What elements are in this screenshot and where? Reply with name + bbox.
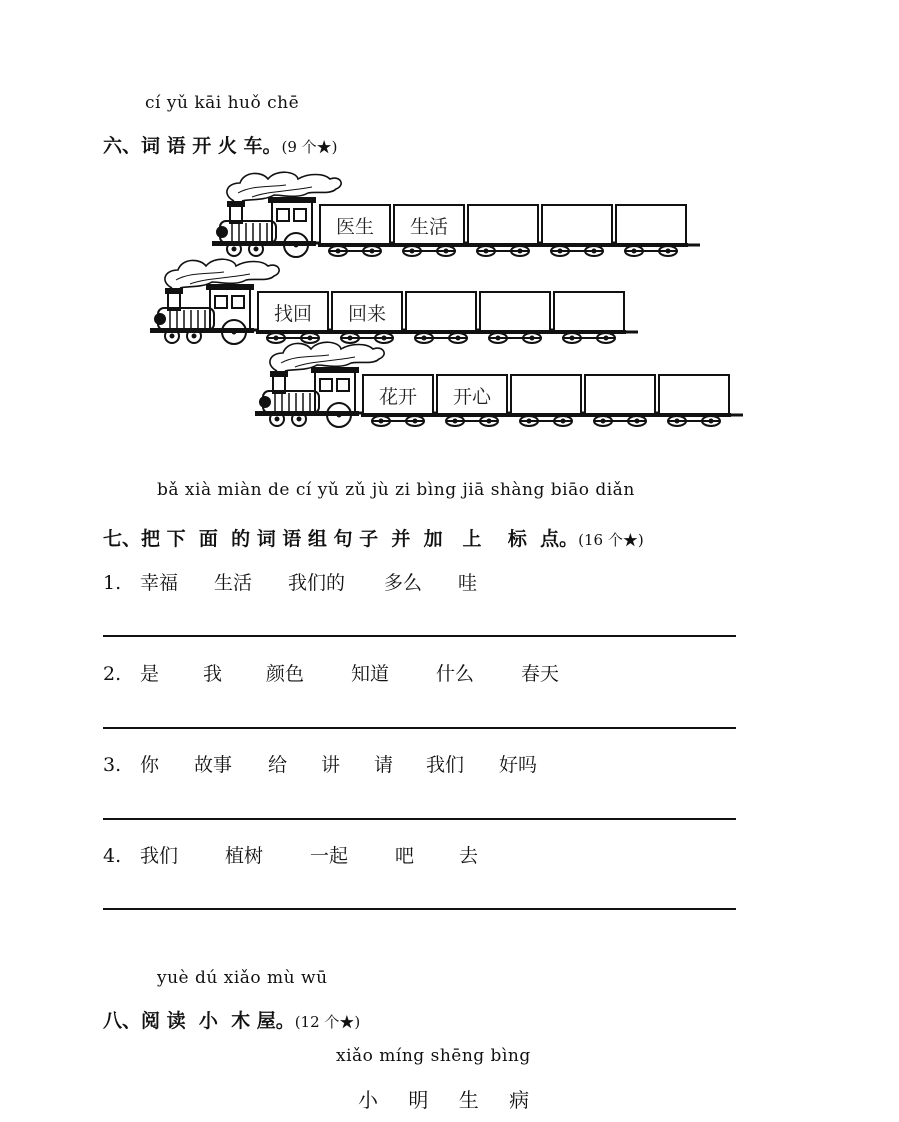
section6-heading (103, 131, 338, 158)
smoke-cloud (270, 342, 384, 371)
car-base (361, 413, 435, 417)
car-label: 花开 (378, 386, 418, 408)
wheel-hub (254, 247, 259, 252)
word: 幸福 (140, 572, 179, 594)
wheel-hub (297, 417, 302, 422)
word: 多么 (384, 572, 423, 594)
train-car-5 (554, 292, 624, 332)
car-label: 回来 (347, 303, 387, 325)
car-base (466, 243, 540, 247)
word: 我 (203, 663, 223, 685)
train-car-4 (585, 375, 655, 415)
word: 你 (140, 754, 160, 776)
train-1 (212, 165, 700, 260)
story-title-pinyin: xiǎo míng shēng bìng (336, 1046, 531, 1066)
car-base (509, 413, 583, 417)
word: 给 (268, 754, 288, 776)
car-base (330, 330, 404, 334)
chimney-cap (270, 371, 288, 377)
car-base (540, 243, 614, 247)
cab-window (320, 379, 332, 391)
train-3 (255, 335, 743, 430)
cab-window (337, 379, 349, 391)
chimney-cap (227, 201, 245, 207)
section7-heading-text: 七、把 下 面 的 词 语 组 句 子 并 加 上 标 点。 (103, 528, 579, 550)
section8-heading (103, 1006, 360, 1033)
word: 什么 (436, 663, 475, 685)
answer-line-1[interactable] (103, 635, 736, 637)
word: 好吗 (499, 754, 538, 776)
word: 春天 (521, 663, 560, 685)
answer-line-2[interactable] (103, 727, 736, 729)
car-base (614, 243, 688, 247)
headlight (216, 226, 228, 238)
section6-pinyin: cí yǔ kāi huǒ chē (145, 93, 300, 113)
train-car-5 (616, 205, 686, 245)
section8-stars: (12 个★) (294, 1013, 361, 1031)
section6-heading-text: 六、词 语 开 火 车。 (103, 135, 282, 157)
cab-roof (206, 284, 254, 290)
section7-heading (103, 524, 644, 551)
section7-stars: (16 个★) (578, 531, 644, 549)
car-base (435, 413, 509, 417)
smoke-cloud (165, 259, 279, 288)
word: 我们 (140, 845, 179, 867)
wheel-hub (170, 334, 175, 339)
item-number: 1. (103, 572, 122, 594)
item-number: 2. (103, 663, 122, 685)
section8-pinyin: yuè dú xiǎo mù wū (157, 968, 328, 988)
car-label: 开心 (452, 386, 492, 408)
section8-heading-text: 八、阅 读 小 木 屋。 (103, 1010, 295, 1032)
word: 我们的 (288, 572, 346, 594)
smoke-cloud (227, 172, 341, 201)
story-title: 小 明 生 病 (358, 1088, 542, 1112)
section7-pinyin: bǎ xià miàn de cí yǔ zǔ jù zi bìng jiā shàng biāo diǎn (157, 480, 635, 500)
train-2 (150, 252, 638, 347)
sentence-item-2 (103, 659, 559, 686)
car-base (392, 243, 466, 247)
wheel-hub (337, 413, 342, 418)
answer-line-3[interactable] (103, 818, 736, 820)
wheel-hub (275, 417, 280, 422)
word: 生活 (214, 572, 253, 594)
wheel-hub (192, 334, 197, 339)
car-base (256, 330, 330, 334)
headlight (259, 396, 271, 408)
car-label: 找回 (273, 303, 313, 325)
wheel-hub (232, 330, 237, 335)
train-car-3 (468, 205, 538, 245)
chimney-cap (165, 288, 183, 294)
word: 哇 (458, 572, 478, 594)
sentence-item-4 (103, 841, 478, 868)
train-car-3 (406, 292, 476, 332)
word: 请 (374, 754, 394, 776)
car-base (657, 413, 731, 417)
train-car-5 (659, 375, 729, 415)
sentence-item-3 (103, 750, 537, 777)
cab-roof (268, 197, 316, 203)
word: 吧 (395, 845, 415, 867)
train-car-4 (542, 205, 612, 245)
word: 我们 (426, 754, 465, 776)
wheel-hub (232, 247, 237, 252)
word: 知道 (351, 663, 390, 685)
train-car-4 (480, 292, 550, 332)
item-number: 4. (103, 845, 122, 867)
car-base (552, 330, 626, 334)
car-base (583, 413, 657, 417)
word: 去 (459, 845, 479, 867)
word: 颜色 (266, 663, 305, 685)
headlight (154, 313, 166, 325)
word: 是 (140, 663, 160, 685)
car-base (318, 243, 392, 247)
sentence-item-1 (103, 568, 477, 595)
answer-line-4[interactable] (103, 908, 736, 910)
cab-window (232, 296, 244, 308)
cab-roof (311, 367, 359, 373)
wheel-hub (294, 243, 299, 248)
car-base (404, 330, 478, 334)
section6-stars: (9 个★) (281, 138, 338, 156)
car-base (478, 330, 552, 334)
train-car-3 (511, 375, 581, 415)
word: 植树 (225, 845, 264, 867)
word: 一起 (310, 845, 349, 867)
car-label: 生活 (409, 216, 449, 238)
word: 故事 (194, 754, 233, 776)
cab-window (215, 296, 227, 308)
item-number: 3. (103, 754, 122, 776)
cab-window (277, 209, 289, 221)
word: 讲 (321, 754, 341, 776)
car-label: 医生 (335, 216, 375, 238)
cab-window (294, 209, 306, 221)
